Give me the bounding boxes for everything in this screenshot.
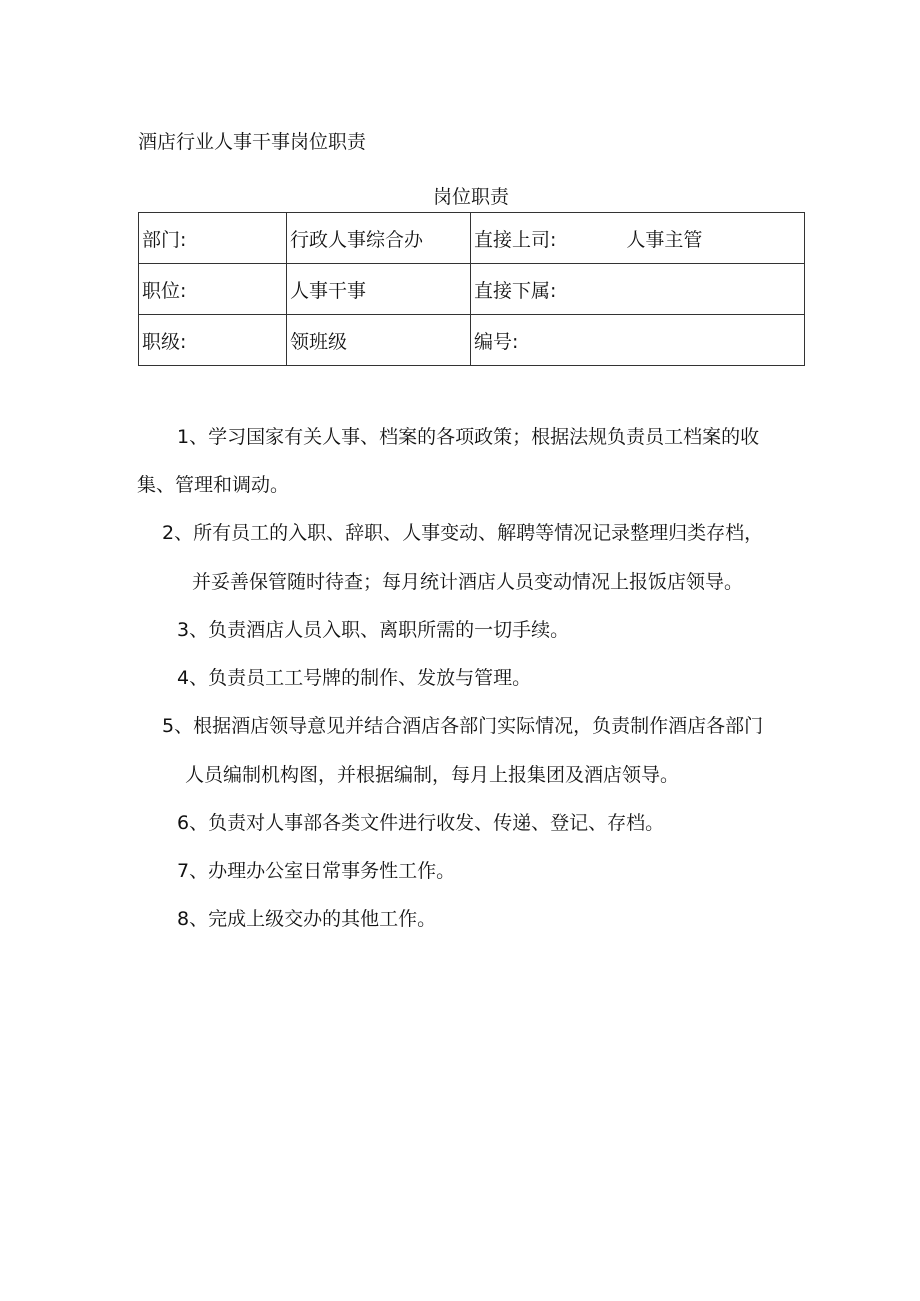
table-row-position	[139, 264, 805, 315]
position-label: 职位:	[139, 264, 287, 315]
level-label: 职级:	[139, 315, 287, 366]
table-heading: 岗位职责	[432, 186, 509, 208]
table-row-level	[139, 315, 805, 366]
department-value: 行政人事综合办	[287, 213, 471, 264]
duty-line: 7、办理办公室日常事务性工作。	[177, 860, 456, 882]
duty-line: 2、所有员工的入职、辞职、人事变动、解聘等情况记录整理归类存档，	[162, 522, 764, 544]
duty-line: 3、负责酒店人员入职、离职所需的一切手续。	[177, 619, 570, 641]
duty-line: 并妥善保管随时待查；每月统计酒店人员变动情况上报饭店领导。	[192, 571, 744, 593]
number-cell	[471, 315, 805, 366]
supervisor-value: 人事主管	[626, 228, 703, 251]
duty-line: 1、学习国家有关人事、档案的各项政策；根据法规负责员工档案的收	[177, 426, 760, 448]
supervisor-label: 直接上司:	[474, 228, 557, 251]
duty-line: 6、负责对人事部各类文件进行收发、传递、登记、存档。	[177, 812, 665, 834]
duty-line: 5、根据酒店领导意见并结合酒店各部门实际情况，负责制作酒店各部门	[162, 715, 764, 737]
level-value: 领班级	[287, 315, 471, 366]
duty-line: 4、负责员工工号牌的制作、发放与管理。	[177, 667, 532, 689]
duty-line: 集、管理和调动。	[137, 474, 290, 496]
position-value: 人事干事	[287, 264, 471, 315]
table-row-department	[139, 213, 805, 264]
duty-line: 8、完成上级交办的其他工作。	[177, 908, 437, 930]
department-label: 部门:	[139, 213, 287, 264]
job-info-table	[138, 212, 805, 366]
supervisor-cell	[471, 213, 805, 264]
subordinate-label: 直接下属:	[474, 279, 557, 302]
document-title: 酒店行业人事干事岗位职责	[138, 131, 367, 153]
number-label: 编号:	[474, 330, 519, 353]
subordinate-cell	[471, 264, 805, 315]
duty-line: 人员编制机构图，并根据编制，每月上报集团及酒店领导。	[185, 764, 680, 786]
